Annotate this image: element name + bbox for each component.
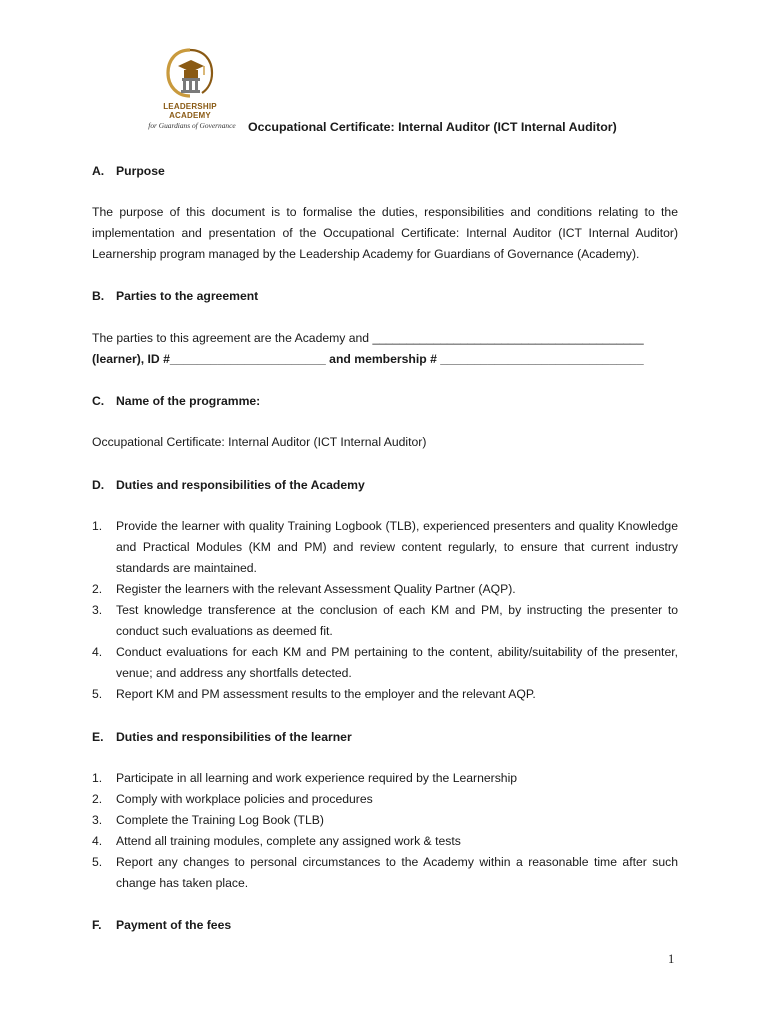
section-b-heading (92, 289, 258, 303)
list-item: 2. Comply with workplace policies and procedures (92, 792, 373, 806)
list-item: 2. Register the learners with the relevant Assessment Quality Partner (AQP). (92, 582, 516, 596)
section-b-line-1: The parties to this agreement are the Academy and ________________________________________ (92, 331, 644, 345)
list-item: 1. Provide the learner with quality Training Logbook (TLB), experienced presenters and quality Knowledge and Practical Modules (KM and PM) and review content regularly, to ensure that current industry standards are maintained. (92, 519, 678, 575)
section-e-title: Duties and responsibilities of the learner (116, 730, 352, 744)
logo-text-leadership: LEADERSHIP (163, 102, 217, 111)
academy-duties-list (92, 516, 678, 705)
section-b-title: Parties to the agreement (116, 289, 259, 303)
section-f-letter: F. (92, 918, 102, 932)
section-b-letter: B. (92, 289, 105, 303)
list-item: 4. Attend all training modules, complete any assigned work & tests (92, 834, 461, 848)
section-d-heading (92, 478, 365, 492)
page-number: 1 (668, 952, 675, 966)
list-item: 5. Report any changes to personal circumstances to the Academy within a reasonable time after such change has taken place. (92, 855, 678, 890)
section-e-heading (92, 730, 352, 744)
mortarboard-emblem-icon (164, 46, 216, 100)
learner-duties-list (92, 768, 678, 894)
logo-text-academy: ACADEMY (169, 111, 211, 120)
section-c-letter: C. (92, 394, 105, 408)
logo-text-tagline: for Guardians of Governance (148, 121, 236, 130)
section-c-title: Name of the programme: (116, 394, 261, 408)
section-b-line-2: (learner), ID #_______________________ and membership # ______________________________ (92, 352, 644, 366)
list-item: 4. Conduct evaluations for each KM and PM pertaining to the content, ability/suitability of the presenter, venue; and address any shortfalls detected. (92, 645, 678, 680)
section-a-letter: A. (92, 164, 105, 178)
section-a-paragraph: The purpose of this document is to formalise the duties, responsibilities and conditions relating to the implementation and presentation of the Occupational Certificate: Internal Auditor (ICT Internal Auditor) Learnership program managed by the Leadership Academy for Guardians of Governance (Academy). (92, 205, 678, 261)
section-f-heading (92, 918, 231, 932)
section-f-title: Payment of the fees (116, 918, 232, 932)
section-e-letter: E. (92, 730, 104, 744)
document-title: Occupational Certificate: Internal Auditor (ICT Internal Auditor) (248, 120, 617, 134)
section-a-heading (92, 164, 165, 178)
section-d-title: Duties and responsibilities of the Academy (116, 478, 365, 492)
section-c-paragraph: Occupational Certificate: Internal Auditor (ICT Internal Auditor) (92, 435, 427, 449)
list-item: 5. Report KM and PM assessment results to the employer and the relevant AQP. (92, 687, 536, 701)
section-c-heading (92, 394, 260, 408)
leadership-academy-logo (140, 46, 240, 132)
section-d-letter: D. (92, 478, 105, 492)
section-a-title: Purpose (116, 164, 165, 178)
list-item: 3. Complete the Training Log Book (TLB) (92, 813, 324, 827)
list-item: 3. Test knowledge transference at the conclusion of each KM and PM, by instructing the presenter to conduct such evaluations as deemed fit. (92, 603, 678, 638)
list-item: 1. Participate in all learning and work experience required by the Learnership (92, 771, 518, 785)
